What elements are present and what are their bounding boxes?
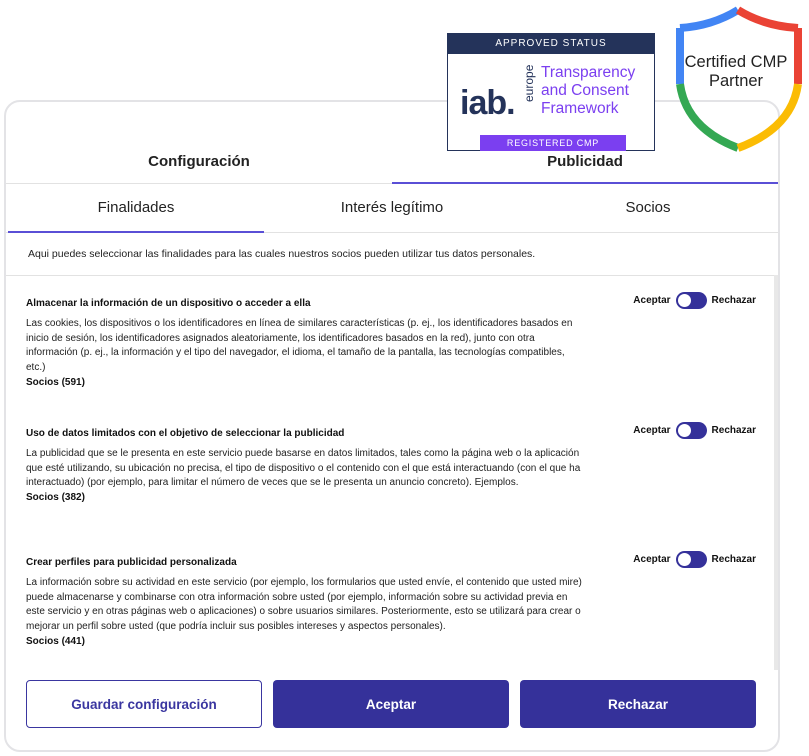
reject-label: Rechazar bbox=[711, 554, 756, 565]
purpose-title: Crear perfiles para publicidad personalizada bbox=[26, 557, 237, 568]
accept-label: Aceptar bbox=[633, 554, 671, 565]
reject-label: Rechazar bbox=[711, 295, 756, 306]
purpose-description: La información sobre su actividad en este servicio (por ejemplo, los formularios que usted envíe, el contenido que usted mire) puede almacenarse y combinarse con otra información sobre usted (por ejemplo, información sobre su actividad previa en este servicio y en otras páginas web o aplicaciones) o sobre usuarios similares. Posteriormente, esto se utilizará para crear o mejorar un perfil sobre usted (que podría incluir sus posibles intereses y aspectos personales). bbox=[26, 577, 582, 633]
socios-link[interactable]: Socios (382) bbox=[26, 492, 85, 504]
scrollbar[interactable] bbox=[774, 275, 778, 670]
consent-toggle[interactable] bbox=[676, 422, 707, 439]
badge-framework: Transparency and Consent Framework bbox=[541, 64, 636, 117]
accept-label: Aceptar bbox=[633, 295, 671, 306]
iab-logo: iab. bbox=[460, 84, 515, 122]
reject-label: Rechazar bbox=[711, 425, 756, 436]
purpose-description: La publicidad que se le presenta en este servicio puede basarse en datos limitados, tales como la página web o la aplicación que esté utilizando, su ubicación no precisa, el tipo de dispositivo o el contenido con el que está interactuando (con el que ha interactuado) (por ejemplo, para limitar el número de veces que se le presenta un anuncio concreto). Ejemplos. bbox=[26, 448, 581, 489]
tab-interes-legitimo[interactable]: Interés legítimo bbox=[340, 199, 444, 216]
badge-registered: REGISTERED CMP bbox=[480, 135, 626, 151]
badge-status: APPROVED STATUS bbox=[448, 34, 654, 54]
socios-link[interactable]: Socios (591) bbox=[26, 376, 85, 388]
purpose-description: Las cookies, los dispositivos o los identificadores en línea de similares características (p. ej., los identificadores basados en inicio de sesión, los identificadores asignados aleatoriamente, los identificadores basados en la red), junto con otra información (p. ej., la información y el tipo del navegador, el idioma, el tamaño de la pantalla, las tecnologías compatibles, etc.) bbox=[26, 318, 573, 374]
consent-toggle[interactable] bbox=[676, 551, 707, 568]
shield-text: Certified CMP Partner bbox=[684, 53, 788, 90]
consent-toggle-group bbox=[633, 551, 756, 568]
purpose-title: Almacenar la información de un dispositivo o acceder a ella bbox=[26, 298, 311, 309]
purpose-item bbox=[26, 425, 756, 505]
purpose-item bbox=[26, 295, 756, 390]
accept-button[interactable]: Aceptar bbox=[273, 680, 509, 728]
purpose-item bbox=[26, 554, 756, 649]
google-cmp-shield-badge bbox=[672, 6, 808, 154]
consent-dialog bbox=[4, 100, 780, 752]
consent-toggle-group bbox=[633, 422, 756, 439]
accept-label: Aceptar bbox=[633, 425, 671, 436]
consent-toggle-group bbox=[633, 292, 756, 309]
consent-toggle[interactable] bbox=[676, 292, 707, 309]
divider bbox=[6, 275, 778, 276]
reject-button[interactable]: Rechazar bbox=[520, 680, 756, 728]
main-tabs bbox=[6, 142, 778, 184]
iab-tcf-badge bbox=[447, 33, 655, 151]
tab-configuracion[interactable]: Configuración bbox=[148, 153, 250, 170]
purpose-title: Uso de datos limitados con el objetivo de seleccionar la publicidad bbox=[26, 428, 345, 439]
intro-text: Aqui puedes seleccionar las finalidades para las cuales nuestros socios pueden utilizar tus datos personales. bbox=[28, 248, 536, 260]
sub-tabs bbox=[6, 184, 778, 233]
iab-region: europe bbox=[522, 64, 536, 102]
save-settings-button[interactable]: Guardar configuración bbox=[26, 680, 262, 728]
socios-link[interactable]: Socios (441) bbox=[26, 635, 85, 647]
tab-finalidades[interactable]: Finalidades bbox=[8, 184, 264, 233]
tab-publicidad[interactable]: Publicidad bbox=[392, 142, 778, 184]
tab-socios[interactable]: Socios bbox=[625, 199, 671, 216]
